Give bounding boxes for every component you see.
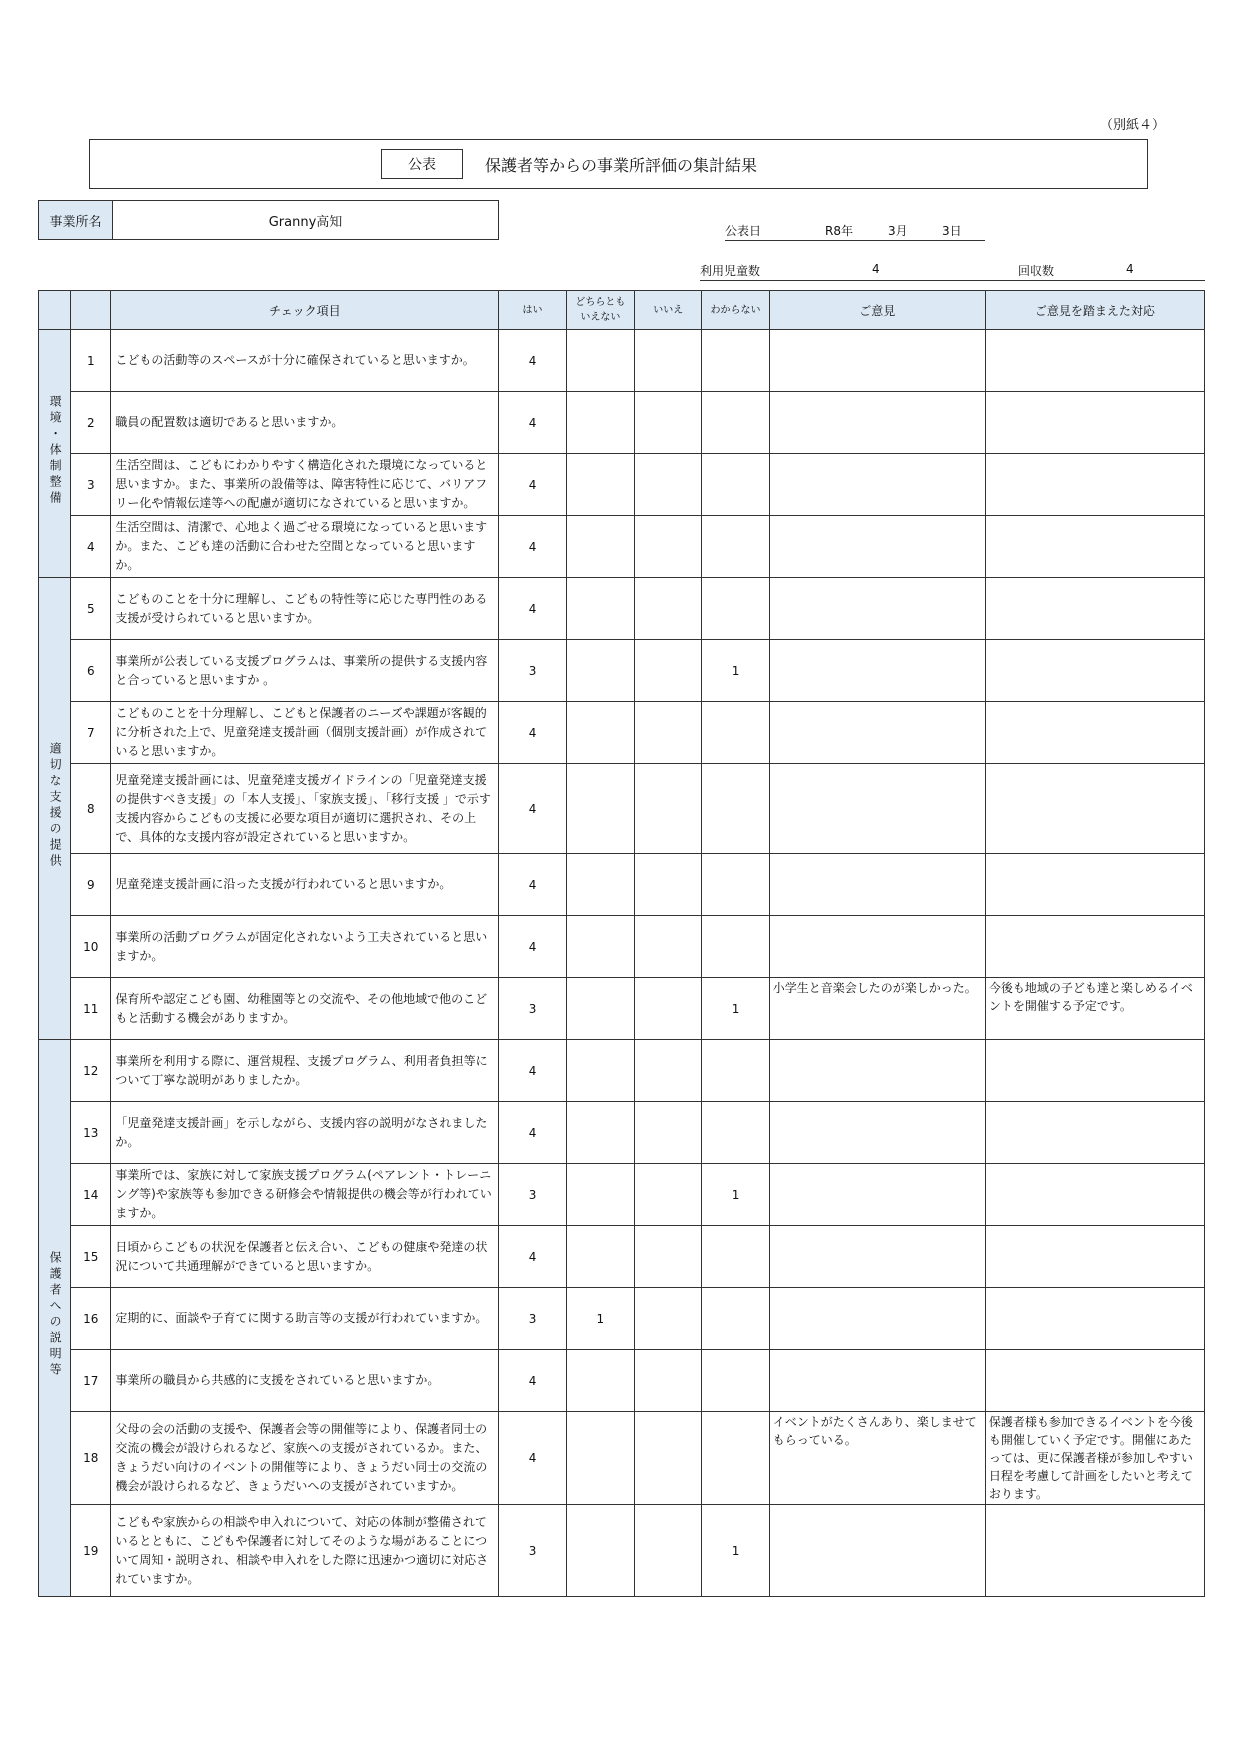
users-count: 4 xyxy=(872,262,880,276)
item-number: 13 xyxy=(71,1102,111,1164)
answer-no xyxy=(635,1164,702,1226)
answer-yes: 4 xyxy=(499,1040,566,1102)
table-row xyxy=(39,854,1205,916)
table-row xyxy=(39,578,1205,640)
answer-neither xyxy=(566,1350,634,1412)
office-name: Granny高知 xyxy=(268,214,343,230)
response-text xyxy=(985,454,1204,516)
answer-no xyxy=(635,1412,702,1505)
answer-neither xyxy=(566,1226,634,1288)
opinion-text: 小学生と音楽会したのが楽しかった。 xyxy=(769,978,985,1040)
check-item-text: 定期的に、面談や子育てに関する助言等の支援が行われていますか。 xyxy=(111,1288,499,1350)
category-label: 適切な支援の提供 xyxy=(48,741,63,870)
answer-neither xyxy=(566,1040,634,1102)
table-row xyxy=(39,1102,1205,1164)
opinion-text xyxy=(769,1164,985,1226)
answer-yes: 4 xyxy=(499,1102,566,1164)
answer-no xyxy=(635,916,702,978)
response-text xyxy=(985,330,1204,392)
check-item-text: 父母の会の活動の支援や、保護者会等の開催等により、保護者同士の交流の機会が設けられるなど、家族への支援がされているか。また、きょうだい向けのイベントの開催等により、きょうだい同士の交流の機会が設けられるなど、きょうだいへの支援がされていますか。 xyxy=(111,1412,499,1505)
answer-neither xyxy=(566,702,634,764)
item-number: 3 xyxy=(71,454,111,516)
item-number: 8 xyxy=(71,764,111,854)
answer-neither xyxy=(566,578,634,640)
opinion-text xyxy=(769,1505,985,1597)
answer-unknown: 1 xyxy=(702,978,769,1040)
response-text xyxy=(985,916,1204,978)
table-row xyxy=(39,392,1205,454)
title-box xyxy=(89,139,1148,189)
answer-unknown xyxy=(702,854,769,916)
response-text xyxy=(985,578,1204,640)
opinion-text xyxy=(769,516,985,578)
check-item-text: 事業所を利用する際に、運営規程、支援プログラム、利用者負担等について丁寧な説明がありましたか。 xyxy=(111,1040,499,1102)
answer-yes: 4 xyxy=(499,764,566,854)
header-neither-text: どちらとも いえない xyxy=(575,297,626,323)
answer-unknown xyxy=(702,1350,769,1412)
opinion-text xyxy=(769,702,985,764)
opinion-text xyxy=(769,1288,985,1350)
item-number: 19 xyxy=(71,1505,111,1597)
category-cell xyxy=(39,330,71,578)
answer-yes: 4 xyxy=(499,854,566,916)
answer-unknown xyxy=(702,516,769,578)
answer-neither xyxy=(566,1505,634,1597)
answer-unknown xyxy=(702,392,769,454)
item-number: 4 xyxy=(71,516,111,578)
answer-neither xyxy=(566,854,634,916)
response-text xyxy=(985,1226,1204,1288)
answer-unknown xyxy=(702,1102,769,1164)
table-row xyxy=(39,702,1205,764)
answer-no xyxy=(635,1288,702,1350)
answer-unknown: 1 xyxy=(702,640,769,702)
office-box xyxy=(38,200,499,240)
item-number: 15 xyxy=(71,1226,111,1288)
opinion-text xyxy=(769,1350,985,1412)
answer-neither xyxy=(566,454,634,516)
answer-neither xyxy=(566,640,634,702)
opinion-text xyxy=(769,1040,985,1102)
response-text xyxy=(985,1040,1204,1102)
answer-unknown xyxy=(702,1226,769,1288)
response-text xyxy=(985,392,1204,454)
check-item-text: こどものことを十分理解し、こどもと保護者のニーズや課題が客観的に分析された上で、児童発達支援計画（個別支援計画）が作成されていると思いますか。 xyxy=(111,702,499,764)
header-response: ご意見を踏まえた対応 xyxy=(985,291,1204,330)
answer-neither xyxy=(566,1164,634,1226)
response-text xyxy=(985,1505,1204,1597)
table-row xyxy=(39,1412,1205,1505)
item-number: 17 xyxy=(71,1350,111,1412)
response-text xyxy=(985,516,1204,578)
answer-neither xyxy=(566,978,634,1040)
check-item-text: 保育所や認定こども園、幼稚園等との交流や、その他地域で他のこどもと活動する機会がありますか。 xyxy=(111,978,499,1040)
pub-month: 3月 xyxy=(888,224,908,238)
check-item-text: こどもの活動等のスペースが十分に確保されていると思いますか。 xyxy=(111,330,499,392)
header-no xyxy=(71,291,111,330)
item-number: 6 xyxy=(71,640,111,702)
collected-count: 4 xyxy=(1126,262,1134,276)
answer-yes: 3 xyxy=(499,640,566,702)
header-opinion: ご意見 xyxy=(769,291,985,330)
category-label: 保護者への説明等 xyxy=(48,1251,63,1379)
answer-neither xyxy=(566,916,634,978)
check-item-text: 生活空間は、清潔で、心地よく過ごせる環境になっていると思いますか。また、こども達の活動に合わせた空間となっていると思いますか。 xyxy=(111,516,499,578)
publication-date xyxy=(725,220,985,241)
header-check-item: チェック項目 xyxy=(111,291,499,330)
answer-neither: 1 xyxy=(566,1288,634,1350)
answer-neither xyxy=(566,1102,634,1164)
item-number: 2 xyxy=(71,392,111,454)
header-category xyxy=(39,291,71,330)
answer-neither xyxy=(566,330,634,392)
table-row xyxy=(39,916,1205,978)
table-row xyxy=(39,764,1205,854)
answer-yes: 3 xyxy=(499,1505,566,1597)
check-item-text: 事業所では、家族に対して家族支援プログラム(ペアレント・トレーニング等)や家族等も参加できる研修会や情報提供の機会等が行われていますか。 xyxy=(111,1164,499,1226)
page-title: 保護者等からの事業所評価の集計結果 xyxy=(485,156,758,175)
answer-no xyxy=(635,1226,702,1288)
answer-neither xyxy=(566,1412,634,1505)
answer-yes: 4 xyxy=(499,392,566,454)
answer-yes: 4 xyxy=(499,516,566,578)
pub-day: 3日 xyxy=(942,224,962,238)
header-no-answer: いいえ xyxy=(635,291,702,330)
response-text xyxy=(985,1102,1204,1164)
response-text xyxy=(985,1350,1204,1412)
answer-no xyxy=(635,702,702,764)
answer-no xyxy=(635,764,702,854)
answer-neither xyxy=(566,392,634,454)
answer-yes: 4 xyxy=(499,330,566,392)
answer-no xyxy=(635,454,702,516)
answer-yes: 4 xyxy=(499,454,566,516)
answer-unknown: 1 xyxy=(702,1505,769,1597)
answer-yes: 4 xyxy=(499,916,566,978)
table-row xyxy=(39,978,1205,1040)
table-row xyxy=(39,1288,1205,1350)
check-item-text: 事業所の職員から共感的に支援をされていると思いますか。 xyxy=(111,1350,499,1412)
answer-neither xyxy=(566,516,634,578)
item-number: 11 xyxy=(71,978,111,1040)
answer-no xyxy=(635,578,702,640)
response-text xyxy=(985,854,1204,916)
answer-unknown xyxy=(702,578,769,640)
users-label: 利用児童数 xyxy=(700,264,761,278)
header-neither xyxy=(566,291,634,330)
category-label: 環境・体制整備 xyxy=(48,394,63,507)
answer-unknown xyxy=(702,702,769,764)
check-item-text: 事業所の活動プログラムが固定化されないよう工夫されていると思いますか。 xyxy=(111,916,499,978)
answer-yes: 4 xyxy=(499,702,566,764)
response-text xyxy=(985,764,1204,854)
answer-yes: 4 xyxy=(499,1412,566,1505)
opinion-text xyxy=(769,1226,985,1288)
opinion-text xyxy=(769,1102,985,1164)
check-item-text: 生活空間は、こどもにわかりやすく構造化された環境になっていると思いますか。また、事業所の設備等は、障害特性に応じて、バリアフリー化や情報伝達等への配慮が適切になされていると思いますか。 xyxy=(111,454,499,516)
check-item-text: こどものことを十分に理解し、こどもの特性等に応じた専門性のある支援が受けられていると思いますか。 xyxy=(111,578,499,640)
response-text xyxy=(985,1288,1204,1350)
response-text xyxy=(985,1164,1204,1226)
opinion-text xyxy=(769,916,985,978)
check-item-text: 職員の配置数は適切であると思いますか。 xyxy=(111,392,499,454)
evaluation-table xyxy=(38,290,1205,1597)
table-header xyxy=(39,291,1205,330)
opinion-text xyxy=(769,454,985,516)
check-item-text: 事業所が公表している支援プログラムは、事業所の提供する支援内容と合っていると思いますか 。 xyxy=(111,640,499,702)
check-item-text: 日頃からこどもの状況を保護者と伝え合い、こどもの健康や発達の状況について共通理解ができていると思いますか。 xyxy=(111,1226,499,1288)
table-row xyxy=(39,1226,1205,1288)
pub-date-label: 公表日 xyxy=(725,224,762,238)
answer-yes: 4 xyxy=(499,578,566,640)
opinion-text xyxy=(769,578,985,640)
answer-no xyxy=(635,640,702,702)
check-item-text: 「児童発達支援計画」を示しながら、支援内容の説明がなされましたか。 xyxy=(111,1102,499,1164)
header-yes: はい xyxy=(499,291,566,330)
answer-no xyxy=(635,1040,702,1102)
attachment-label: （別紙４） xyxy=(1099,118,1165,133)
opinion-text xyxy=(769,854,985,916)
answer-no xyxy=(635,978,702,1040)
answer-no xyxy=(635,330,702,392)
table-row xyxy=(39,330,1205,392)
answer-unknown: 1 xyxy=(702,1164,769,1226)
answer-unknown xyxy=(702,330,769,392)
answer-yes: 4 xyxy=(499,1350,566,1412)
category-cell xyxy=(39,578,71,1040)
opinion-text xyxy=(769,392,985,454)
item-number: 10 xyxy=(71,916,111,978)
table-row xyxy=(39,1505,1205,1597)
answer-unknown xyxy=(702,1288,769,1350)
answer-yes: 3 xyxy=(499,1164,566,1226)
public-badge: 公表 xyxy=(381,149,463,179)
answer-yes: 4 xyxy=(499,1226,566,1288)
answer-unknown xyxy=(702,1412,769,1505)
answer-no xyxy=(635,516,702,578)
check-item-text: 児童発達支援計画には、児童発達支援ガイドラインの「児童発達支援の提供すべき支援」の「本人支援」、「家族支援」、「移行支援 」で示す支援内容からこどもの支援に必要な項目が適切に選択され、その上で、具体的な支援内容が設定されていると思いますか。 xyxy=(111,764,499,854)
item-number: 12 xyxy=(71,1040,111,1102)
check-item-text: こどもや家族からの相談や申入れについて、対応の体制が整備されているとともに、こどもや保護者に対してそのような場があることについて周知・説明され、相談や申入れをした際に迅速かつ適切に対応されていますか。 xyxy=(111,1505,499,1597)
answer-no xyxy=(635,1350,702,1412)
category-cell xyxy=(39,1040,71,1597)
item-number: 14 xyxy=(71,1164,111,1226)
answer-unknown xyxy=(702,454,769,516)
answer-no xyxy=(635,1102,702,1164)
answer-no xyxy=(635,1505,702,1597)
opinion-text xyxy=(769,764,985,854)
check-item-text: 児童発達支援計画に沿った支援が行われていると思いますか。 xyxy=(111,854,499,916)
pub-year: R8年 xyxy=(825,224,853,238)
answer-unknown xyxy=(702,916,769,978)
answer-neither xyxy=(566,764,634,854)
item-number: 1 xyxy=(71,330,111,392)
header-unknown: わからない xyxy=(702,291,769,330)
opinion-text xyxy=(769,640,985,702)
opinion-text xyxy=(769,330,985,392)
answer-no xyxy=(635,392,702,454)
table-row xyxy=(39,1164,1205,1226)
item-number: 18 xyxy=(71,1412,111,1505)
table-row xyxy=(39,1350,1205,1412)
answer-unknown xyxy=(702,1040,769,1102)
answer-no xyxy=(635,854,702,916)
table-row xyxy=(39,454,1205,516)
item-number: 9 xyxy=(71,854,111,916)
table-row xyxy=(39,1040,1205,1102)
answer-yes: 3 xyxy=(499,1288,566,1350)
opinion-text: イベントがたくさんあり、楽しませてもらっている。 xyxy=(769,1412,985,1505)
response-text xyxy=(985,702,1204,764)
answer-yes: 3 xyxy=(499,978,566,1040)
office-label: 事業所名 xyxy=(39,201,113,239)
counts-line xyxy=(700,260,1205,281)
response-text: 保護者様も参加できるイベントを今後も開催していく予定です。開催にあたっては、更に保護者様が参加しやすい日程を考慮して計画をしたいと考えております。 xyxy=(985,1412,1204,1505)
item-number: 5 xyxy=(71,578,111,640)
answer-unknown xyxy=(702,764,769,854)
table-row xyxy=(39,516,1205,578)
item-number: 16 xyxy=(71,1288,111,1350)
table-row xyxy=(39,640,1205,702)
item-number: 7 xyxy=(71,702,111,764)
response-text xyxy=(985,640,1204,702)
collected-label: 回収数 xyxy=(1018,264,1055,278)
response-text: 今後も地域の子ども達と楽しめるイベントを開催する予定です。 xyxy=(985,978,1204,1040)
